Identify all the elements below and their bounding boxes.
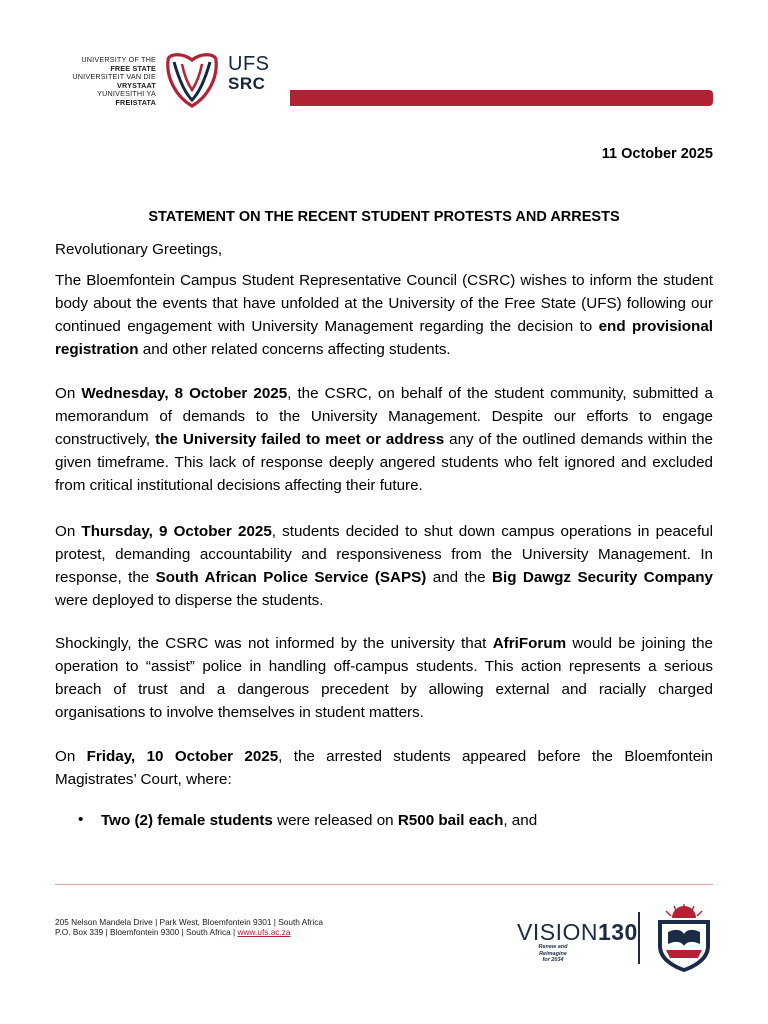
vision-tagline-1: Renew and Reimagine — [538, 944, 568, 957]
bold-run-5: Big Dawgz Security Company — [492, 569, 713, 586]
vision-number: 130 — [597, 919, 638, 945]
university-crest-icon — [652, 902, 716, 974]
ufs-src-wordmark — [228, 54, 270, 94]
vision-word: VISION — [517, 919, 598, 945]
text-run-3: , and — [503, 812, 538, 829]
footer-logo-divider — [638, 912, 640, 964]
bold-run-1: AfriForum — [492, 635, 567, 652]
text-run-6: were deployed to disperse the students. — [55, 592, 324, 609]
uni-name-line-2: FREE STATE — [110, 63, 156, 73]
bold-run-1: Friday, 10 October 2025 — [86, 748, 279, 765]
text-run-0: On — [55, 385, 82, 402]
bold-run-3: the University failed to meet or address — [155, 431, 445, 448]
text-run-1: were released on — [272, 812, 398, 829]
text-run-4: any of the outlined demands within the given timeframe. This lack of response deeply angered students who felt ignored and excluded from critical institutional decisions affecting their future. — [55, 431, 714, 494]
text-run-2: , the CSRC, on behalf of the student community, submitted a memorandum of demands to the University Management. Despite our efforts to engage constructively, — [55, 385, 713, 448]
paragraph-1 — [55, 269, 713, 361]
uni-name-line-1: UNIVERSITY OF THE — [81, 55, 156, 64]
paragraph-2 — [55, 382, 713, 497]
bold-run-1: Wednesday, 8 October 2025 — [81, 385, 288, 402]
bullet-item-1 — [101, 809, 537, 832]
paragraph-4 — [55, 632, 713, 724]
vision-tagline-2: for 2034 — [542, 957, 564, 963]
text-run-2: , students decided to shut down campus operations in peaceful protest, demanding accountability and responsiveness from the University Management. In response, the — [55, 523, 714, 586]
uni-name-line-3: UNIVERSITEIT VAN DIE — [72, 72, 156, 82]
bullet-marker: • — [78, 811, 84, 828]
logo-ufs-text: UFS — [228, 53, 270, 75]
text-run-2: and other related concerns affecting students. — [138, 341, 451, 358]
website-link[interactable]: www.ufs.ac.za — [237, 927, 291, 937]
text-run-0: On — [55, 748, 87, 765]
bold-run-3: South African Police Service (SAPS) — [155, 569, 427, 586]
bold-run-0: Two (2) female students — [101, 812, 273, 829]
bold-run-1: Thursday, 9 October 2025 — [81, 523, 272, 540]
bold-run-2: R500 bail each — [397, 812, 504, 829]
text-run-4: and the — [426, 569, 493, 586]
uni-name-line-4: VRYSTAAT — [117, 80, 156, 90]
ufs-logo-icon — [160, 50, 224, 110]
text-run-2: would be joining the operation to “assist” police in handling off-campus students. This action represents a serious breach of trust and a dangerous precedent by allowing external and racially charged organisations to involve themselves in student matters. — [55, 635, 713, 721]
text-run-0: On — [55, 523, 82, 540]
vision-tagline — [525, 944, 581, 964]
address-line-2 — [55, 927, 323, 937]
vision-wordmark — [517, 920, 638, 944]
text-run-0: The Bloemfontein Campus Student Representative Council (CSRC) wishes to inform the student body about the events that have unfolded at the University of the Free State (UFS) following our continued engagement with University Management regarding the decision to — [55, 272, 713, 335]
footer-divider — [55, 884, 713, 885]
address-line-2-text: P.O. Box 339 | Bloemfontein 9300 | South Africa | — [55, 927, 238, 937]
university-names — [40, 56, 156, 108]
footer-address — [55, 917, 323, 937]
greeting: Revolutionary Greetings, — [55, 241, 223, 258]
bold-run-1: end provisional registration — [55, 318, 713, 358]
statement-date: 11 October 2025 — [601, 146, 713, 162]
paragraph-5 — [55, 745, 713, 791]
logo-src-text: SRC — [228, 74, 266, 93]
paragraph-3 — [55, 520, 713, 612]
uni-name-line-5: YUNIVESITHI YA — [97, 89, 156, 99]
text-run-0: Shockingly, the CSRC was not informed by the university that — [55, 635, 493, 652]
address-line-1: 205 Nelson Mandela Drive | Park West, Bloemfontein 9301 | South Africa — [55, 917, 323, 927]
statement-title: STATEMENT ON THE RECENT STUDENT PROTESTS AND ARRESTS — [148, 209, 620, 225]
header-accent-bar — [290, 90, 713, 106]
vision-130-logo — [517, 920, 638, 964]
uni-name-line-6: FREISTATA — [115, 97, 156, 107]
text-run-2: , the arrested students appeared before the Bloemfontein Magistrates’ Court, where: — [55, 748, 713, 788]
